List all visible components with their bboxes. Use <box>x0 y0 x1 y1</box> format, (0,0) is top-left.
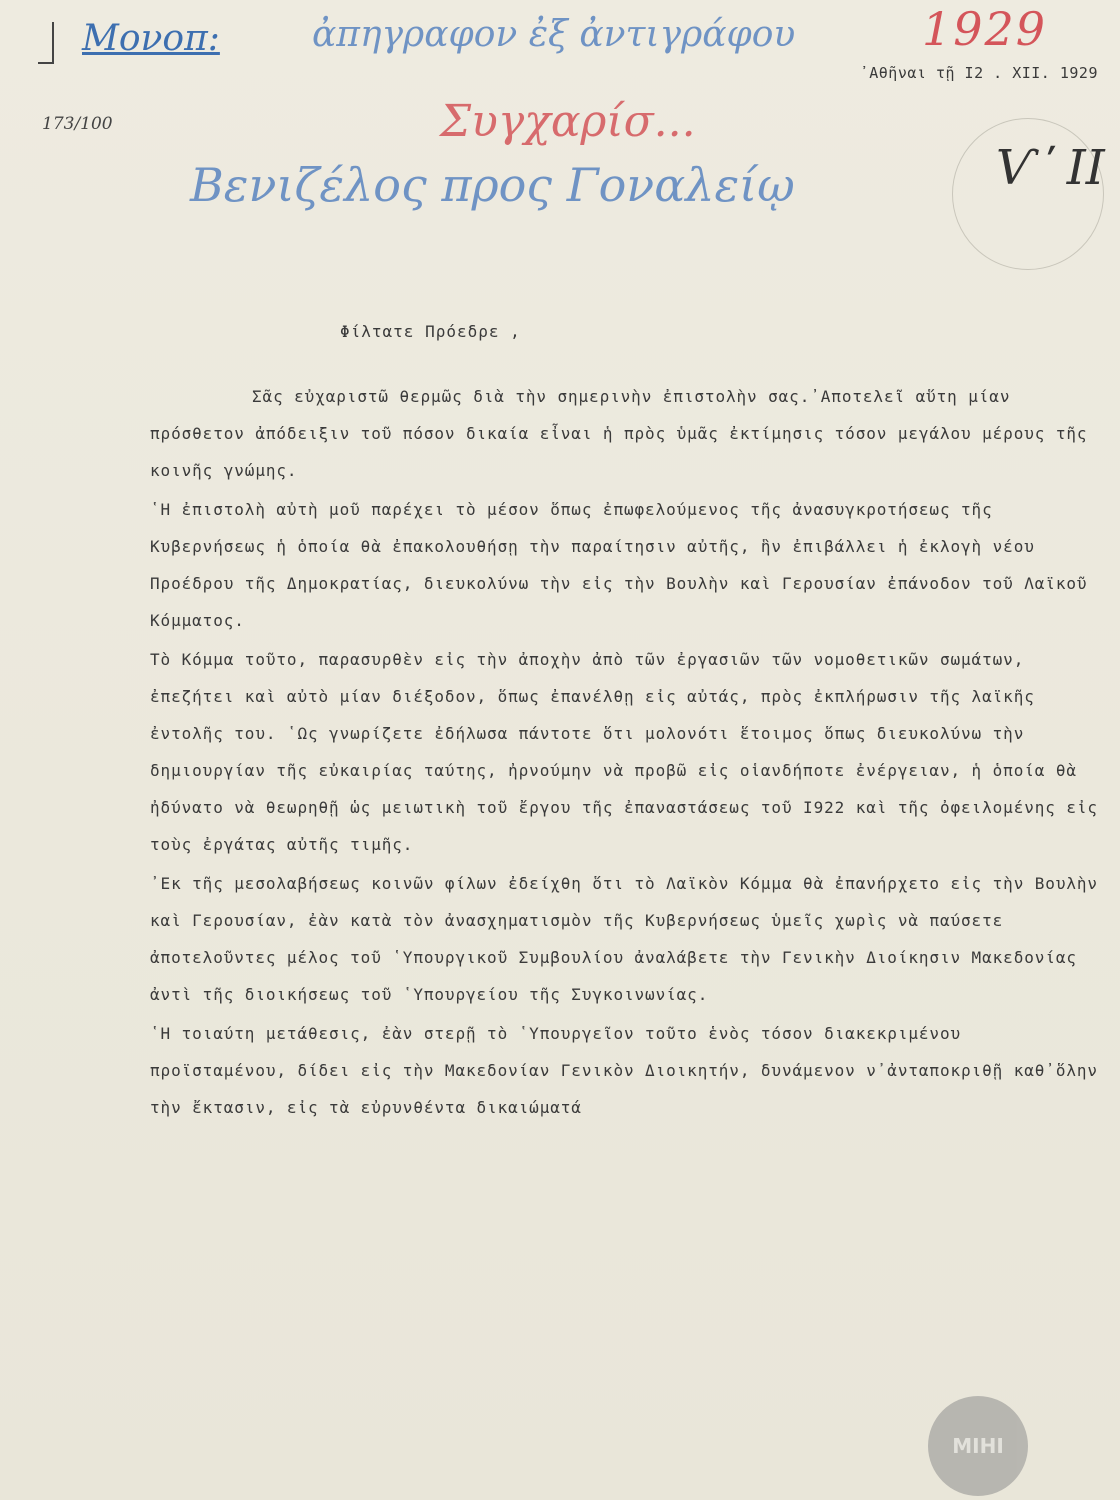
handwritten-top-center-note: ἀπηγραφον ἐξ ἀντιγράφου <box>312 14 796 55</box>
archive-watermark-logo: ΜΙΗΙ <box>928 1396 1028 1496</box>
handwritten-year: 1929 <box>922 2 1048 56</box>
date-line: ᾿Αθῆναι τῇ Ι2 . XII. 1929 <box>859 64 1098 82</box>
paragraph: Τὸ Κόμμα τοῦτο, παρασυρθὲν εἰς τὴν ἀποχὴν ἀπὸ τῶν ἐργασιῶν τῶν νομοθετικῶν σωμάτων, ἐπεζήτει καὶ αὐτὸ μίαν διέξοδον, ὅπως ἐπανέλθῃ εἰς αὐτάς, πρὸς ἐκπλήρωσιν τῆς λαϊκῆς ἐντολῆς του. ῾Ως γνωρίζετε ἐδήλωσα πάντοτε ὅτι μολονότι ἕτοιμος ὅπως διευκολύνω τὴν δημιουργίαν τῆς εὐκαιρίας ταύτης, ἠρνούμην νὰ προβῶ εἰς οἱανδήποτε ἐνέργειαν, ἡ ὁποία θὰ ἠδύνατο νὰ θεωρηθῇ ὡς μειωτικὴ τοῦ ἔργου τῆς ἐπαναστάσεως τοῦ Ι922 καὶ τῆς ὀφειλομένης εἰς τοὺς ἐργάτας αὐτῆς τιμῆς. <box>150 650 1098 854</box>
margin-bracket-mark <box>38 22 54 64</box>
paragraph: Σᾶς εὐχαριστῶ θερμῶς διὰ τὴν σημερινὴν ἐπιστολὴν σας.᾿Αποτελεῖ αὕτη μίαν πρόσθετον ἀπόδειξιν τοῦ πόσον δικαία εἶναι ἡ πρὸς ὑμᾶς ἐκτίμησις τόσον μεγάλου μέρους τῆς κοινῆς γνώμης. <box>150 387 1088 480</box>
paragraph: ῾Η τοιαύτη μετάθεσις, ἐὰν στερῇ τὸ ῾Υπουργεῖον τοῦτο ἑνὸς τόσον διακεκριμένου προϊσταμένου, δίδει εἰς τὴν Μακεδονίαν Γενικὸν Διοικητήν, δυνάμενον ν᾿ἀνταποκριθῇ καθ᾿ὅλην τὴν ἔκτασιν, εἰς τὰ εὐρυνθέντα δικαιώματά <box>150 1024 1098 1117</box>
paragraph: ᾿Εκ τῆς μεσολαβήσεως κοινῶν φίλων ἐδείχθη ὅτι τὸ Λαϊκὸν Κόμμα θὰ ἐπανήρχετο εἰς τὴν Βουλὴν καὶ Γερουσίαν, ἐὰν κατὰ τὸν ἀνασχηματισμὸν τῆς Κυβερνήσεως ὑμεῖς χωρὶς νὰ παύσετε ἀποτελοῦντες μέλος τοῦ ῾Υπουργικοῦ Συμβουλίου ἀναλάβετε τὴν Γενικὴν Διοίκησιν Μακεδονίας ἀντὶ τῆς διοικήσεως τοῦ ῾Υπουργείου τῆς Συγκοινωνίας. <box>150 874 1098 1004</box>
greeting: Φίλτατε Πρόεδρε , <box>340 322 521 341</box>
paragraph: ῾Η ἐπιστολὴ αὐτὴ μοῦ παρέχει τὸ μέσον ὅπως ἐπωφελούμενος τῆς ἀνασυγκροτήσεως τῆς Κυβερνήσεως ἡ ὁποία θὰ ἐπακολουθήσῃ τὴν παραίτησιν αὐτῆς, ἣν ἐπιβάλλει ἡ ἐκλογὴ νέου Προέδρου τῆς Δημοκρατίας, διευκολύνω τὴν εἰς τὴν Βουλὴν καὶ Γερουσίαν ἐπάνοδον τοῦ Λαϊκοῦ Κόμματος. <box>150 500 1088 630</box>
stamp-mark: Ѵ ̕ II <box>995 140 1105 196</box>
handwritten-blue-note: Βενιζέλος προς Γοναλείῳ <box>190 158 795 212</box>
handwritten-top-left-note: Μονοπ: <box>82 18 220 59</box>
letter-body <box>150 378 1105 1126</box>
document-number: 173/100 <box>42 114 113 134</box>
handwritten-red-note: Συγχαρίσ... <box>440 96 696 147</box>
